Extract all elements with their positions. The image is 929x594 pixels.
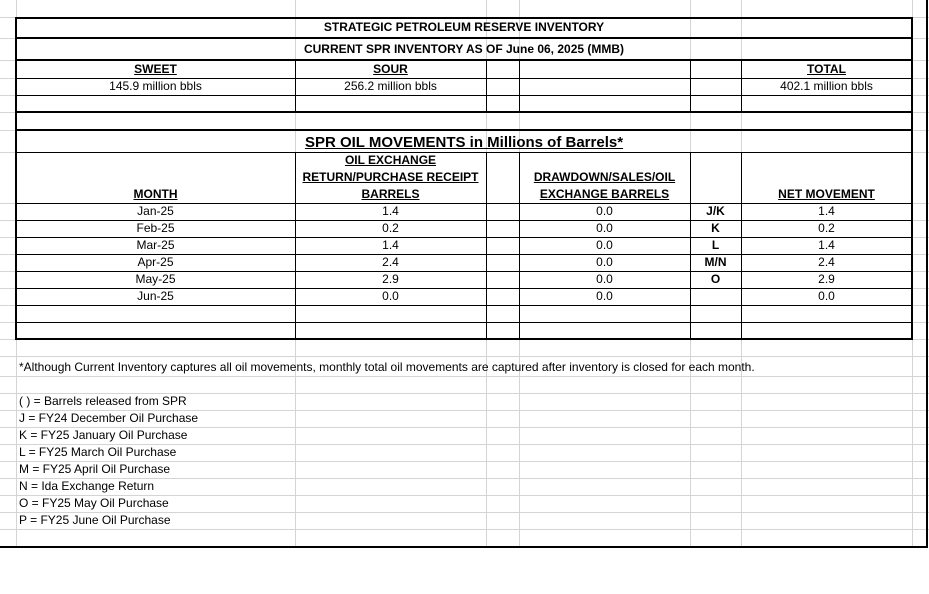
movement-drawdown-cell: 0.0 bbox=[596, 289, 613, 303]
movement-code-cell: M/N bbox=[704, 255, 727, 269]
border bbox=[16, 95, 912, 96]
border bbox=[690, 60, 691, 112]
exchange-column-header bbox=[295, 152, 486, 203]
legend-item: L = FY25 March Oil Purchase bbox=[19, 445, 177, 459]
total-label: TOTAL bbox=[807, 61, 846, 76]
gridline bbox=[0, 376, 929, 377]
legend-item: ( ) = Barrels released from SPR bbox=[19, 394, 187, 408]
sheet-title: STRATEGIC PETROLEUM RESERVE INVENTORY bbox=[323, 20, 605, 34]
legend-item: M = FY25 April Oil Purchase bbox=[19, 462, 171, 476]
border bbox=[926, 0, 928, 548]
net-header-text: NET MOVEMENT bbox=[778, 187, 875, 201]
border bbox=[486, 60, 487, 112]
month-column-header bbox=[16, 152, 295, 203]
movement-exchange-cell: 0.0 bbox=[382, 289, 399, 303]
movement-month-cell: Apr-25 bbox=[137, 255, 174, 269]
drawdown-header-line: EXCHANGE BARRELS bbox=[539, 187, 670, 201]
movement-month-cell: Mar-25 bbox=[136, 238, 175, 252]
inventory-subtitle: CURRENT SPR INVENTORY AS OF June 06, 2025 (MMB) bbox=[303, 41, 625, 56]
sour-value: 256.2 million bbls bbox=[344, 79, 437, 93]
sour-label: SOUR bbox=[373, 61, 408, 76]
movement-code-cell: O bbox=[710, 272, 721, 286]
sweet-label: SWEET bbox=[134, 61, 177, 76]
gridline bbox=[0, 356, 929, 357]
movement-net-cell: 1.4 bbox=[818, 238, 835, 252]
border bbox=[0, 546, 928, 548]
movement-code-cell bbox=[690, 288, 741, 305]
movement-month-cell: Jan-25 bbox=[137, 204, 174, 218]
movement-exchange-cell: 1.4 bbox=[382, 238, 399, 252]
drawdown-column-header bbox=[519, 152, 690, 203]
legend-item: K = FY25 January Oil Purchase bbox=[19, 428, 188, 442]
net-movement-column-header bbox=[741, 152, 912, 203]
movement-code-cell: K bbox=[711, 221, 720, 235]
exchange-header-line: BARRELS bbox=[361, 187, 420, 201]
movement-net-cell: 2.4 bbox=[818, 255, 835, 269]
border bbox=[16, 322, 912, 323]
sweet-value: 145.9 million bbls bbox=[109, 79, 202, 93]
border bbox=[486, 152, 487, 339]
movements-heading: SPR OIL MOVEMENTS in Millions of Barrels* bbox=[304, 133, 624, 151]
movement-code-cell: L bbox=[711, 238, 720, 252]
movement-exchange-cell: 2.4 bbox=[382, 255, 399, 269]
border bbox=[15, 338, 913, 340]
movement-exchange-cell: 0.2 bbox=[382, 221, 399, 235]
movement-drawdown-cell: 0.0 bbox=[596, 238, 613, 252]
movement-net-cell: 0.0 bbox=[818, 289, 835, 303]
legend-item: J = FY24 December Oil Purchase bbox=[19, 411, 199, 425]
movement-drawdown-cell: 0.0 bbox=[596, 221, 613, 235]
drawdown-header-line: DRAWDOWN/SALES/OIL bbox=[533, 170, 676, 184]
movement-drawdown-cell: 0.0 bbox=[596, 204, 613, 218]
footnote: *Although Current Inventory captures all oil movements, monthly total oil movements are captured after inventory is closed for each month. bbox=[19, 360, 755, 374]
legend-item: O = FY25 May Oil Purchase bbox=[19, 496, 169, 510]
movement-code-cell: J/K bbox=[706, 204, 725, 218]
movement-net-cell: 2.9 bbox=[818, 272, 835, 286]
movement-net-cell: 1.4 bbox=[818, 204, 835, 218]
movement-month-cell: Feb-25 bbox=[136, 221, 175, 235]
total-value: 402.1 million bbls bbox=[780, 79, 873, 93]
movement-drawdown-cell: 0.0 bbox=[596, 255, 613, 269]
gridline bbox=[0, 529, 929, 530]
movement-month-cell: May-25 bbox=[135, 272, 176, 286]
movement-drawdown-cell: 0.0 bbox=[596, 272, 613, 286]
legend-item: N = Ida Exchange Return bbox=[19, 479, 155, 493]
movement-exchange-cell: 1.4 bbox=[382, 204, 399, 218]
movement-month-cell: Jun-25 bbox=[137, 289, 174, 303]
exchange-header-line: RETURN/PURCHASE RECEIPT bbox=[302, 170, 479, 184]
legend-item: P = FY25 June Oil Purchase bbox=[19, 513, 171, 527]
movement-exchange-cell: 2.9 bbox=[382, 272, 399, 286]
exchange-header-line: OIL EXCHANGE bbox=[344, 153, 437, 167]
border bbox=[519, 60, 520, 112]
movement-net-cell: 0.2 bbox=[818, 221, 835, 235]
month-header-text: MONTH bbox=[133, 187, 178, 201]
border bbox=[16, 305, 912, 306]
border bbox=[15, 111, 913, 113]
